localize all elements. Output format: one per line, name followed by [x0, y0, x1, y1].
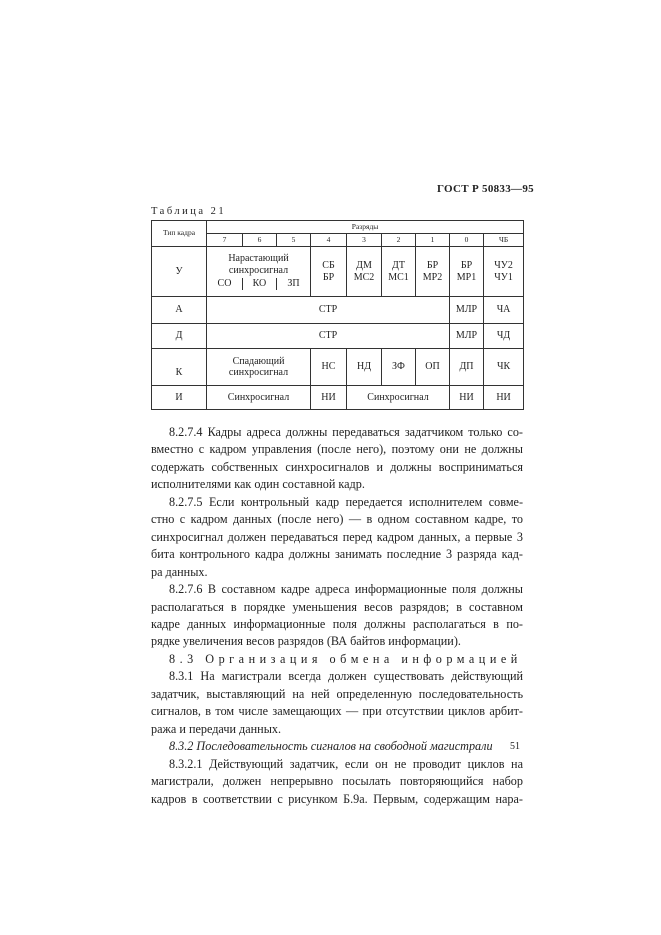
bit-label: 6 — [243, 234, 277, 247]
subsection-heading: 8.3.2 Последовательность сигналов на свободной магистрали — [169, 739, 493, 754]
field: МР2 — [422, 271, 443, 283]
document-header: ГОСТ Р 50833—95 — [437, 183, 534, 195]
section-heading: 8.3 Организация обмена информацией — [169, 651, 522, 666]
field: ДМ — [356, 259, 372, 271]
bit-cell — [311, 247, 347, 297]
parity-cell: НИ — [484, 386, 524, 410]
field: БР — [426, 259, 439, 271]
text-line: 8.2.7.5 Если контрольный кадр передается исполнителем совме- — [169, 494, 523, 509]
bit-label: 4 — [311, 234, 347, 247]
field: МР1 — [456, 271, 477, 283]
bit-label: 7 — [207, 234, 243, 247]
bit-label: ЧБ — [484, 234, 524, 247]
body-text — [151, 424, 523, 808]
text-line: ра данных. — [151, 564, 208, 579]
field: СБ — [322, 259, 335, 271]
page-number: 51 — [510, 741, 520, 752]
table-row-k — [152, 349, 524, 386]
text-line: вместно с кадром управления (после него), поэтому они не должны — [151, 442, 523, 457]
text-line: стно с кадром данных (после него) — в одном составном кадре, то — [151, 512, 523, 527]
text-line: 8.3.2.1 Действующий задатчик, если он не проводит циклов на — [169, 756, 523, 771]
bit-label: 2 — [382, 234, 416, 247]
bit-cell: МЛР — [450, 297, 484, 324]
sub-field: КО — [243, 278, 277, 290]
bit-label: 1 — [416, 234, 450, 247]
frame-type: Д — [152, 324, 207, 349]
bit-cell: ЗФ — [382, 349, 416, 386]
text-line: ража и передачи данных. — [151, 721, 282, 736]
table-caption: Таблица 21 — [151, 206, 227, 217]
table-row-i — [152, 386, 524, 410]
field-span: СТР — [207, 297, 450, 324]
field-span: СТР — [207, 324, 450, 349]
frame-bits-table — [151, 220, 524, 410]
parity-cell: ЧД — [484, 324, 524, 349]
text-line: кадре данных информационные поля должны располагаться в по- — [151, 616, 523, 631]
text-line: бита контрольного кадра должны занимать последние 3 разряда кад- — [151, 547, 523, 562]
parity-cell — [484, 247, 524, 297]
text-line: 8.2.7.6 В составном кадре адреса информационные поля должны — [169, 582, 523, 597]
sync-label: Синхросигнал — [207, 386, 311, 410]
bit-label: 0 — [450, 234, 484, 247]
type-header: Тип кадра — [152, 221, 207, 247]
text-line: сигналов, в том числе замещающих — при отсутствии циклов арбит- — [151, 704, 523, 719]
frame-type: И — [152, 386, 207, 410]
sub-field: ЗП — [287, 278, 300, 290]
falling-sync-label: Спадающий синхросигнал — [207, 349, 311, 386]
parity-cell: ЧК — [484, 349, 524, 386]
table-row-u — [152, 247, 524, 297]
bit-cell: НС — [311, 349, 347, 386]
parity-cell: ЧА — [484, 297, 524, 324]
bit-cell: НИ — [311, 386, 347, 410]
bit-cell: НИ — [450, 386, 484, 410]
field: БР — [460, 259, 473, 271]
text-line: задатчик, выставляющий на ней определенную последовательность — [151, 686, 523, 701]
text-line: 8.2.7.4 Кадры адреса должны передаваться задатчиком только со- — [169, 425, 523, 439]
field: ДТ — [392, 259, 405, 271]
bits-header: Разряды — [207, 221, 524, 234]
text-line: магистрали, должен непрерывно посылать повторяющийся набор — [151, 774, 523, 789]
bit-cell — [382, 247, 416, 297]
bit-cell: ОП — [416, 349, 450, 386]
text-line: 8.3.1 На магистрали всегда должен существовать действующий — [169, 669, 523, 684]
bit-cell: НД — [347, 349, 382, 386]
field: МС2 — [353, 271, 375, 283]
bit-cell — [347, 247, 382, 297]
frame-type: К — [152, 349, 207, 386]
text-line: кадров в соответствии с рисунком Б.9а. Первым, содержащим нара- — [151, 791, 523, 806]
text-line: содержать собственных синхросигналов и должны восприниматься — [151, 459, 523, 474]
frame-type: А — [152, 297, 207, 324]
bit-label: 5 — [277, 234, 311, 247]
bit-cell — [450, 247, 484, 297]
text-line: располагаться в порядке уменьшения весов разрядов; в составном — [151, 599, 523, 614]
bit-cell: ДП — [450, 349, 484, 386]
table-row-a — [152, 297, 524, 324]
bit-label: 3 — [347, 234, 382, 247]
rising-sync-label: Нарастающий синхросигнал — [228, 253, 289, 276]
table-row-d — [152, 324, 524, 349]
frame-type: У — [152, 247, 207, 297]
text-line: рядке увеличения весов разрядов (ВА байтов информации). — [151, 634, 461, 649]
field: ЧУ1 — [494, 271, 513, 283]
sub-field: СО — [207, 278, 243, 290]
bit-cell: МЛР — [450, 324, 484, 349]
text-line: синхросигнал должен передаваться перед кадром данных, а первые 3 — [151, 529, 523, 544]
sync-label: Синхросигнал — [347, 386, 450, 410]
field: БР — [322, 271, 335, 283]
field: ЧУ2 — [494, 259, 513, 271]
field: МС1 — [388, 271, 409, 283]
text-line: исполнителями как один составной кадр. — [151, 477, 365, 492]
bit-cell — [416, 247, 450, 297]
